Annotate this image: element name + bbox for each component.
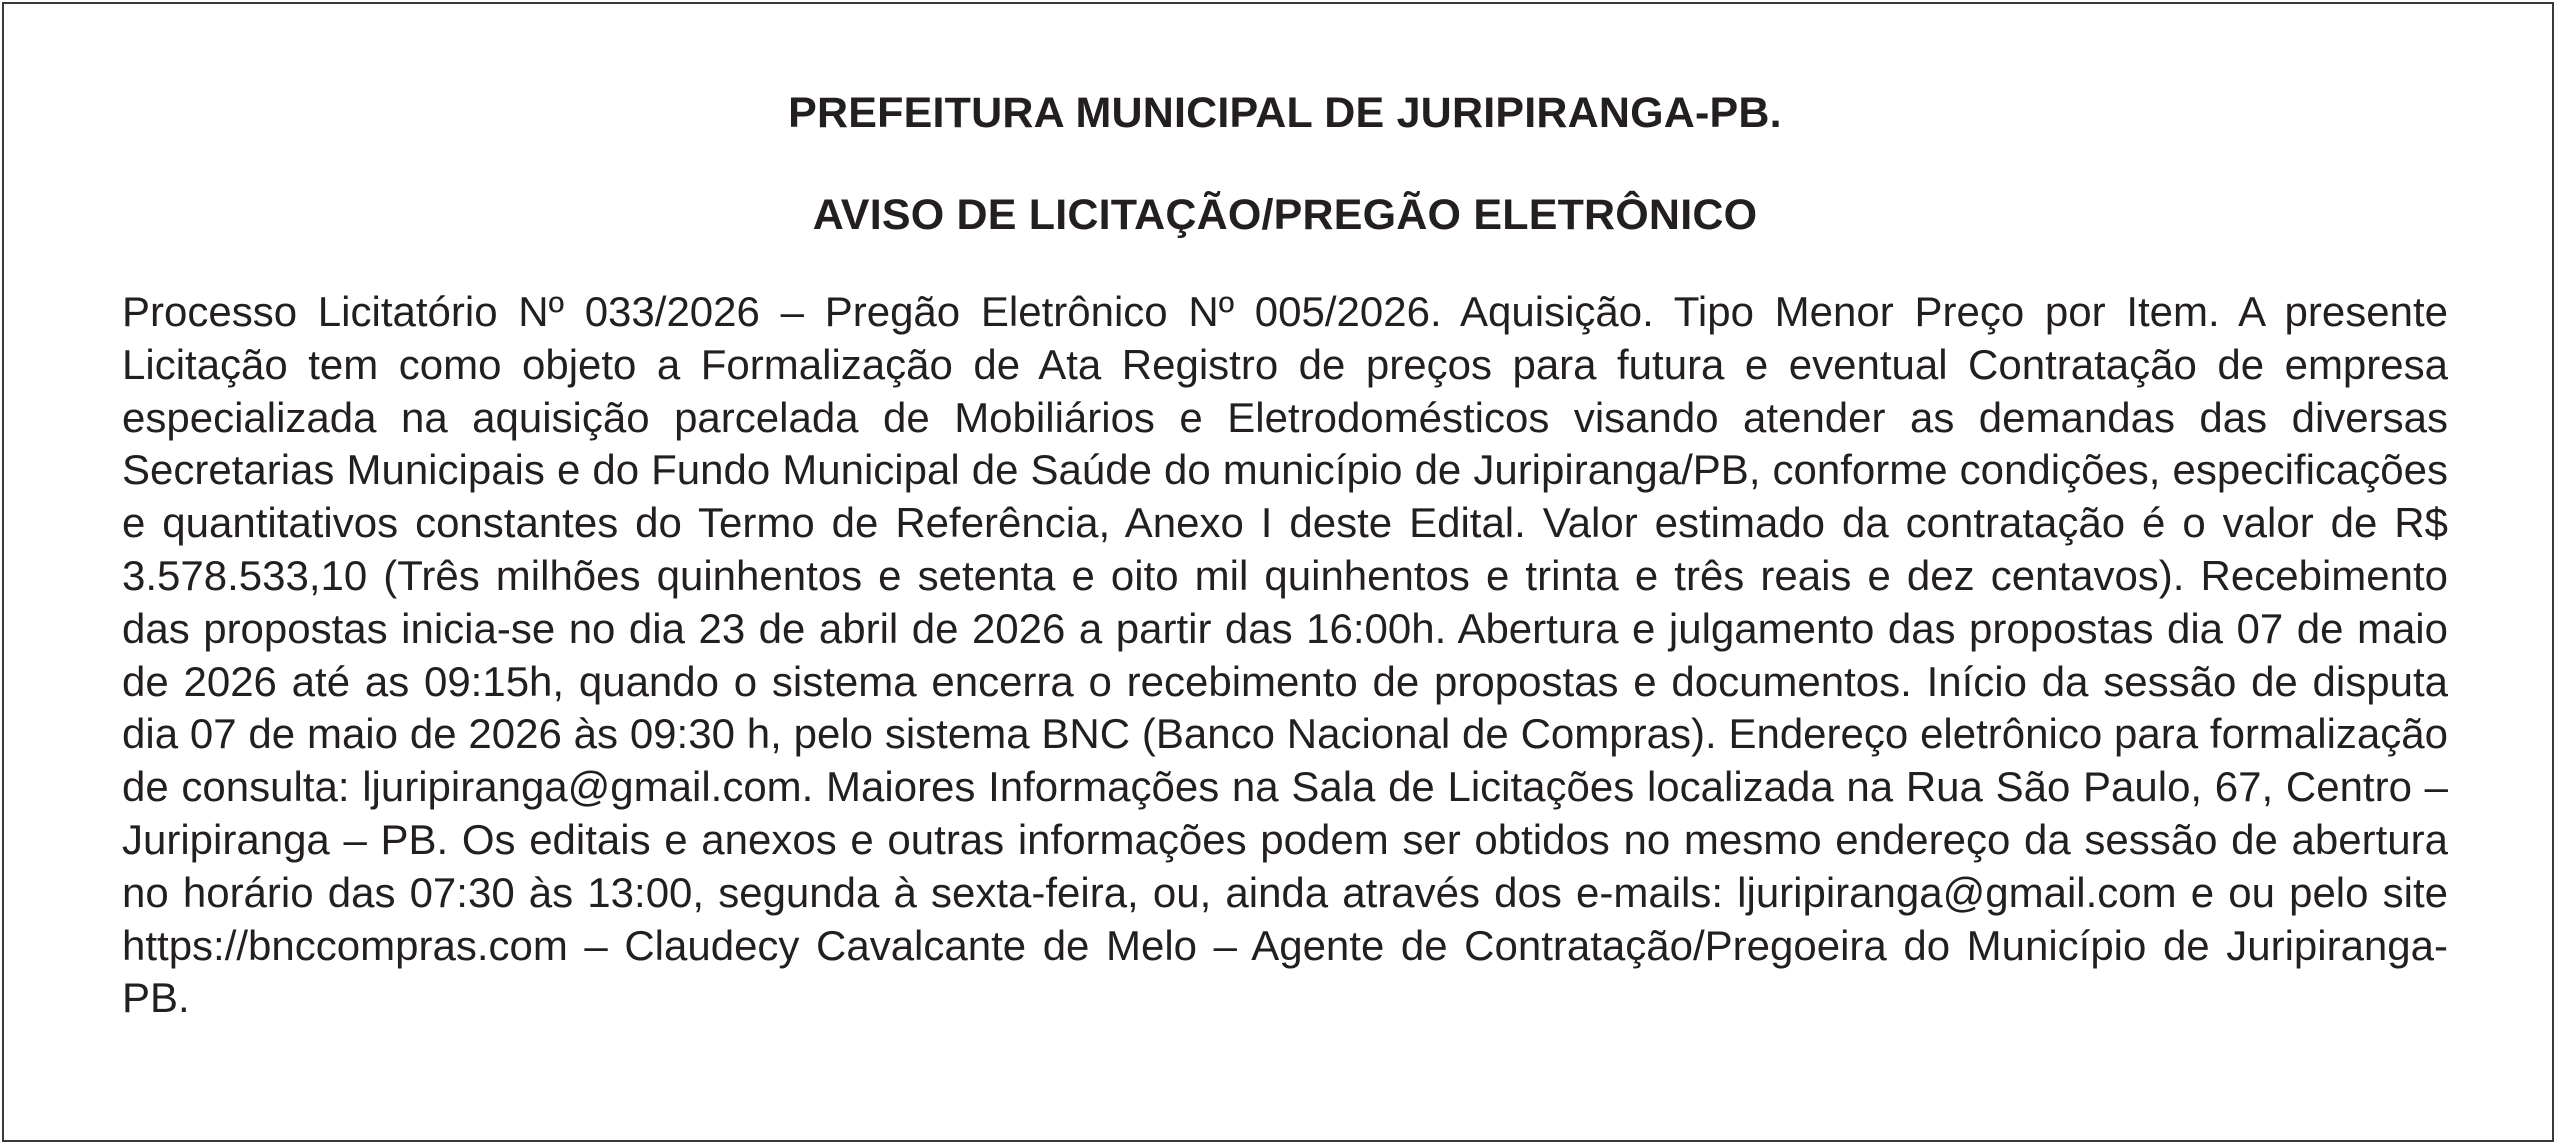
notice-title: AVISO DE LICITAÇÃO/PREGÃO ELETRÔNICO <box>812 191 1758 239</box>
notice-content <box>122 88 2448 1025</box>
notice-frame <box>2 2 2554 1142</box>
notice-body: Processo Licitatório Nº 033/2026 – Pregão Eletrônico Nº 005/2026. Aquisição. Tipo Menor Preço por Item. A presente Licitação tem como objeto a Formalização de Ata Registro de preços para futura e eventual Contratação de empresa especializada na aquisição parcelada de Mobiliários e Eletrodomésticos visando atender as demandas das diversas Secretarias Municipais e do Fundo Municipal de Saúde do município de Juripiranga/PB, conforme condições, especificações e quantitativos constantes do Termo de Referência, Anexo I deste Edital. Valor estimado da contratação é o valor de R$ 3.578.533,10 (Três milhões quinhentos e setenta e oito mil quinhentos e trinta e três reais e dez centavos). Recebimento das propostas inicia-se no dia 23 de abril de 2026 a partir das 16:00h. Abertura e julgamento das propostas dia 07 de maio de 2026 até as 09:15h, quando o sistema encerra o recebimento de propostas e documentos. Início da sessão de disputa dia 07 de maio de 2026 às 09:30 h, pelo sistema BNC (Banco Nacional de Compras). Endereço eletrônico para formalização de consulta: ljuripiranga@gmail.com. Maiores Informações na Sala de Licitações localizada na Rua São Paulo, 67, Centro – Juripiranga – PB. Os editais e anexos e outras informações podem ser obtidos no mesmo endereço da sessão de abertura no horário das 07:30 às 13:00, segunda à sexta-feira, ou, ainda através dos e-mails: ljuripiranga@gmail.com e ou pelo site https://bnccompras.com – Claudecy Cavalcante de Melo – Agente de Contratação/Pregoeira do Município de Juripiranga-PB. <box>122 288 2448 1022</box>
agency-heading: PREFEITURA MUNICIPAL DE JURIPIRANGA-PB. <box>788 89 1782 137</box>
